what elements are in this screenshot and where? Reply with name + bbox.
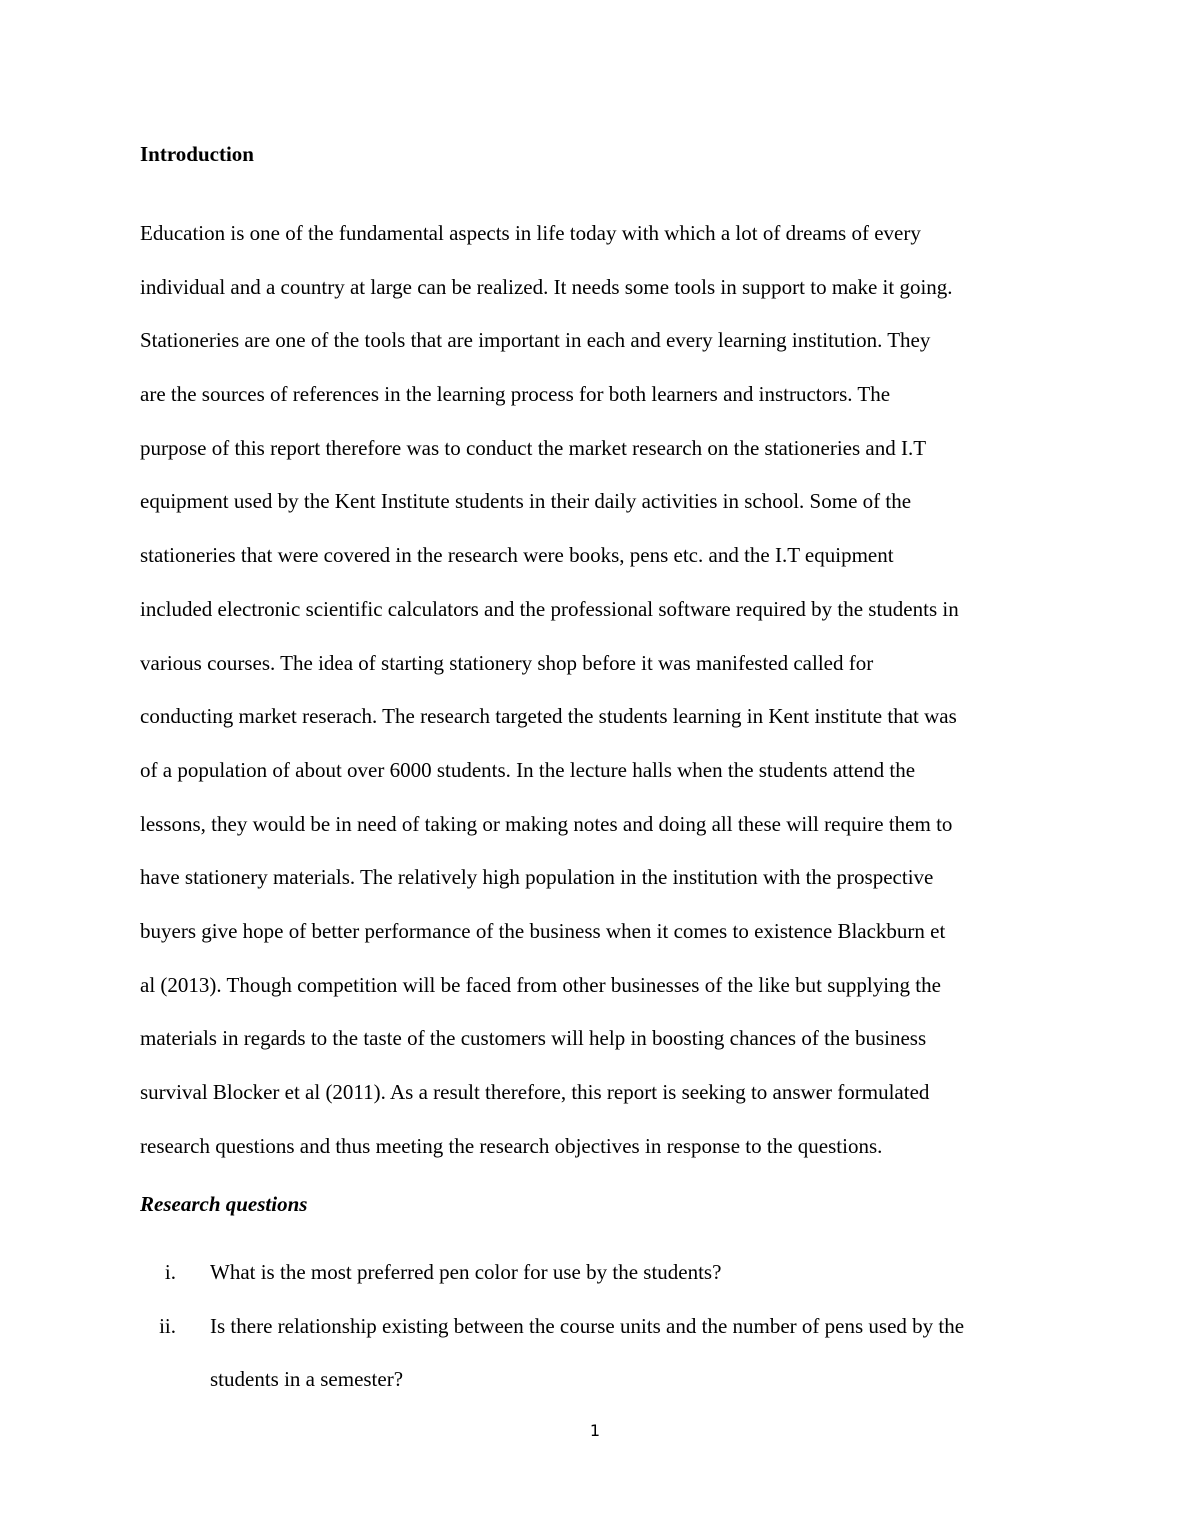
paragraph-line: are the sources of references in the learning process for both learners and instructors. The <box>140 382 891 407</box>
list-item-line: Is there relationship existing between the course units and the number of pens used by the <box>210 1313 965 1338</box>
list-item-line: students in a semester? <box>210 1367 404 1392</box>
paragraph-line: research questions and thus meeting the research objectives in response to the questions. <box>140 1133 883 1158</box>
page-number: 1 <box>589 1421 601 1440</box>
research-questions-list <box>140 1246 1060 1407</box>
paragraph-line: equipment used by the Kent Institute students in their daily activities in school. Some of the <box>140 489 912 514</box>
list-item-number: ii. <box>159 1313 176 1338</box>
paragraph-line: lessons, they would be in need of taking or making notes and doing all these will require them to <box>140 811 953 836</box>
paragraph-line: included electronic scientific calculators and the professional software required by the students in <box>140 596 959 621</box>
paragraph-line: buyers give hope of better performance of the business when it comes to existence Blackburn et <box>140 918 946 943</box>
paragraph-line: have stationery materials. The relatively high population in the institution with the prospective <box>140 865 934 890</box>
list-item-text <box>210 1246 1060 1300</box>
section-heading-research-questions: Research questions <box>140 1192 308 1216</box>
paragraph-line: individual and a country at large can be realized. It needs some tools in support to make it going. <box>140 274 953 299</box>
section-heading-introduction: Introduction <box>140 142 254 166</box>
list-item-line: What is the most preferred pen color for use by the students? <box>210 1260 722 1284</box>
list-item-text <box>210 1300 1060 1407</box>
paragraph-line: materials in regards to the taste of the customers will help in boosting chances of the business <box>140 1026 927 1051</box>
paragraph-line: survival Blocker et al (2011). As a result therefore, this report is seeking to answer formulated <box>140 1080 930 1104</box>
paragraph-line: of a population of about over 6000 students. In the lecture halls when the students attend the <box>140 757 916 782</box>
paragraph-line: Stationeries are one of the tools that are important in each and every learning institution. They <box>140 328 931 353</box>
paragraph-line: various courses. The idea of starting stationery shop before it was manifested called for <box>140 650 874 675</box>
list-item <box>140 1246 1060 1300</box>
paragraph-line: purpose of this report therefore was to conduct the market research on the stationeries and I.T <box>140 435 927 460</box>
paragraph-line: conducting market reserach. The research targeted the students learning in Kent institute that was <box>140 704 957 729</box>
intro-paragraph <box>140 207 1060 1173</box>
paragraph-line: al (2013). Though competition will be faced from other businesses of the like but supplying the <box>140 972 941 997</box>
list-item-number: i. <box>164 1260 176 1284</box>
list-item <box>140 1300 1060 1407</box>
paragraph-line: Education is one of the fundamental aspects in life today with which a lot of dreams of every <box>140 221 921 245</box>
paragraph-line: stationeries that were covered in the research were books, pens etc. and the I.T equipment <box>140 543 894 568</box>
